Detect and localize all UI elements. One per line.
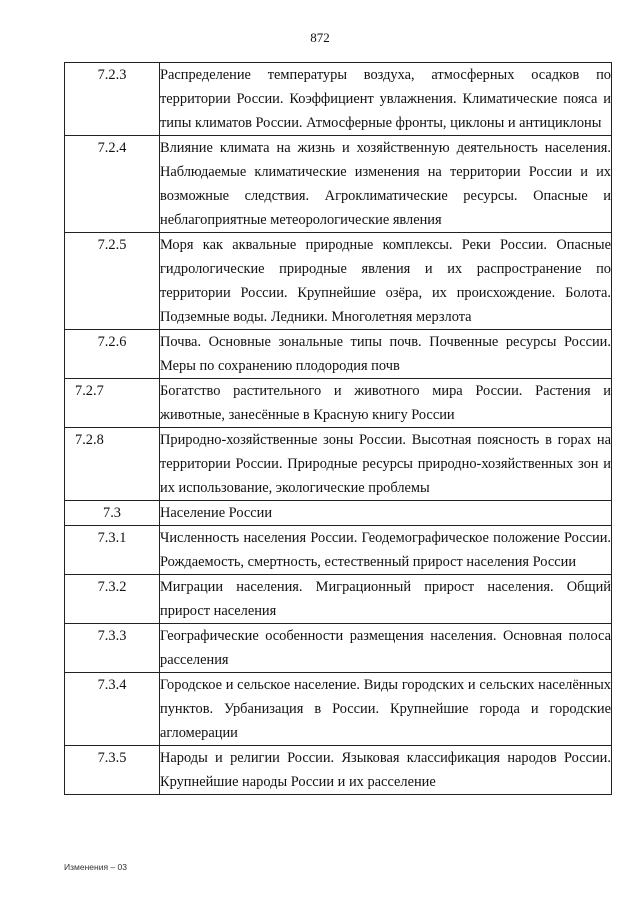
row-code: 7.2.6 (65, 330, 160, 379)
row-code: 7.3.2 (65, 575, 160, 624)
row-code: 7.2.7 (65, 379, 160, 428)
row-text: Моря как аквальные природные комплексы. Реки России. Опасные гидрологические природные явления и их распространение по территории России. Крупнейшие озёра, их происхождение. Болота. Подземные воды. Ледники. Многолетняя мерзлота (160, 233, 612, 330)
row-text: Численность населения России. Геодемографическое положение России. Рождаемость, смертность, естественный прирост населения России (160, 526, 612, 575)
row-code: 7.3.5 (65, 746, 160, 795)
table-row (65, 233, 612, 330)
row-text: Богатство растительного и животного мира России. Растения и животные, занесённые в Красную книгу России (160, 379, 612, 428)
row-text: Городское и сельское население. Виды городских и сельских населённых пунктов. Урбанизация в России. Крупнейшие города и городские агломерации (160, 673, 612, 746)
row-code: 7.2.4 (65, 136, 160, 233)
content-table (64, 62, 612, 795)
table-row (65, 428, 612, 501)
table-row (65, 63, 612, 136)
row-text: Распределение температуры воздуха, атмосферных осадков по территории России. Коэффициент увлажнения. Климатические пояса и типы климатов России. Атмосферные фронты, циклоны и антициклоны (160, 63, 612, 136)
table-row (65, 746, 612, 795)
row-text: Географические особенности размещения населения. Основная полоса расселения (160, 624, 612, 673)
table-row (65, 136, 612, 233)
row-code: 7.2.5 (65, 233, 160, 330)
row-text: Влияние климата на жизнь и хозяйственную деятельность населения. Наблюдаемые климатические изменения на территории России и их возможные следствия. Агроклиматические ресурсы. Опасные и неблагоприятные метеорологические явления (160, 136, 612, 233)
row-code: 7.2.8 (65, 428, 160, 501)
footer-revision: Изменения – 03 (64, 862, 127, 872)
row-text: Народы и религии России. Языковая классификация народов России. Крупнейшие народы России и их расселение (160, 746, 612, 795)
row-text: Население России (160, 501, 612, 526)
row-text: Почва. Основные зональные типы почв. Почвенные ресурсы России. Меры по сохранению плодородия почв (160, 330, 612, 379)
row-code: 7.3.3 (65, 624, 160, 673)
table-row (65, 624, 612, 673)
table-row (65, 575, 612, 624)
row-text: Природно-хозяйственные зоны России. Высотная поясность в горах на территории России. Природные ресурсы природно-хозяйственных зон и их использование, экологические проблемы (160, 428, 612, 501)
table-row (65, 526, 612, 575)
page-number: 872 (310, 30, 330, 45)
row-code: 7.3 (65, 501, 160, 526)
table-row (65, 330, 612, 379)
row-code: 7.3.1 (65, 526, 160, 575)
table-row (65, 379, 612, 428)
table-row (65, 501, 612, 526)
table-row (65, 673, 612, 746)
row-code: 7.3.4 (65, 673, 160, 746)
row-text: Миграции населения. Миграционный прирост населения. Общий прирост населения (160, 575, 612, 624)
row-code: 7.2.3 (65, 63, 160, 136)
